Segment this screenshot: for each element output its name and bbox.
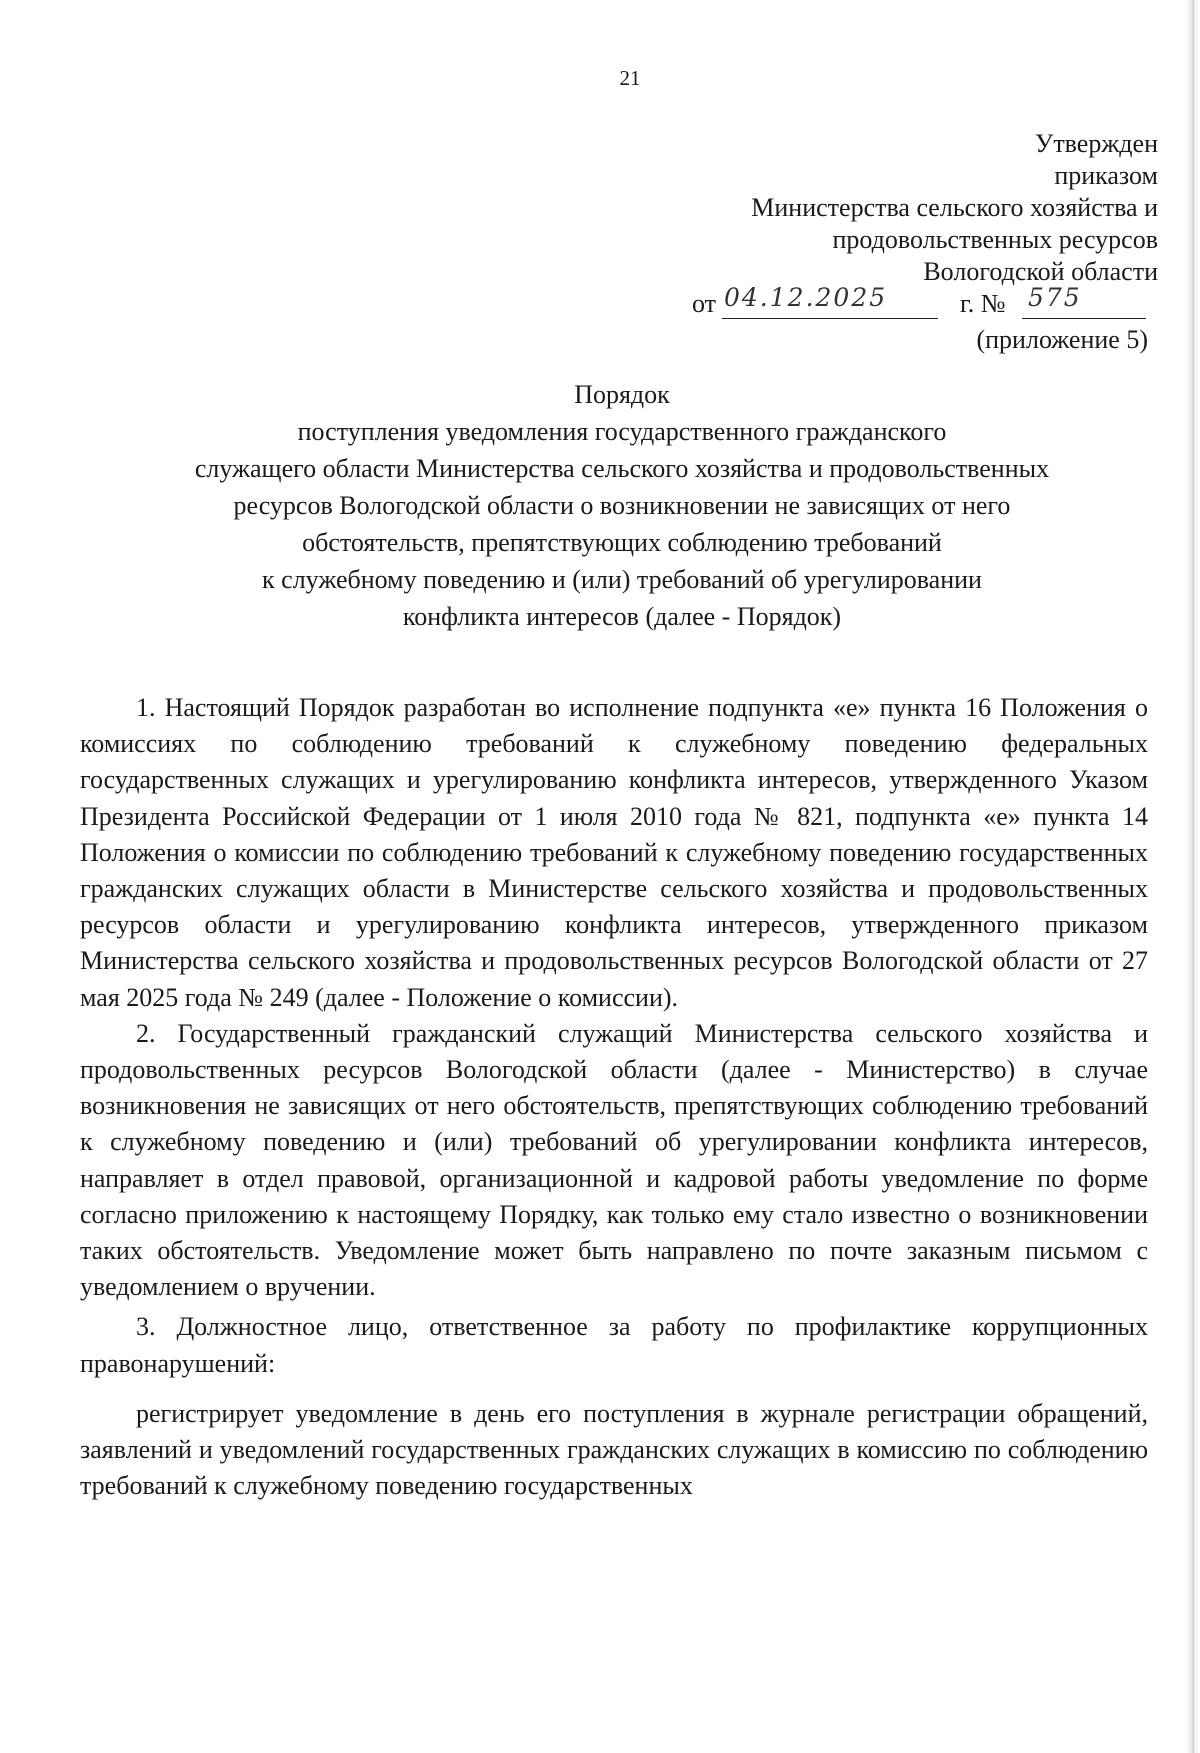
title-heading: Порядок bbox=[574, 380, 670, 409]
document-title bbox=[72, 376, 1172, 635]
approval-line: продовольственных ресурсов bbox=[832, 225, 1158, 254]
order-date-handwritten: 04.12.2025 bbox=[724, 283, 888, 312]
paragraph-3: 3. Должностное лицо, ответственное за работу по профилактике коррупционных правонарушений: bbox=[80, 1312, 1148, 1378]
paragraph-3-subitem: регистрирует уведомление в день его поступления в журнале регистрации обращений, заявлений и уведомлений государственных гражданских служащих в комиссию по соблюдению требований к служебному поведению государственных bbox=[80, 1398, 1148, 1501]
title-line: к служебному поведению и (или) требований об урегулировании bbox=[262, 565, 982, 594]
title-line: служащего области Министерства сельского хозяйства и продовольственных bbox=[194, 454, 1050, 483]
title-line: обстоятельств, препятствующих соблюдению требований bbox=[302, 528, 942, 557]
order-date-field bbox=[722, 283, 938, 319]
title-line: конфликта интересов (далее - Порядок) bbox=[402, 602, 842, 631]
approval-line: приказом bbox=[1054, 161, 1158, 190]
title-line: поступления уведомления государственного гражданского bbox=[297, 417, 947, 446]
order-number-field bbox=[1022, 283, 1146, 319]
approval-block bbox=[618, 128, 1158, 322]
approval-line: Министерства сельского хозяйства и bbox=[751, 193, 1158, 222]
paragraph-1: 1. Настоящий Порядок разработан во исполнение подпункта «е» пункта 16 Положения о комиссиях по соблюдению требований к служебному поведению федеральных государственных служащих и урегулированию конфликта интересов, утвержденного Указом Президента Российской Федерации от 1 июля 2010 года № 821, подпункта «е» пункта 14 Положения о комиссии по соблюдению требований к служебному поведению государственных гражданских служащих области в Министерстве сельского хозяйства и продовольственных ресурсов области и урегулированию конфликта интересов, утвержденного приказом Министерства сельского хозяйства и продовольственных ресурсов Вологодской области от 27 мая 2025 года № 249 (далее - Положение о комиссии). bbox=[80, 693, 1148, 1012]
appendix-label: (приложение 5) bbox=[976, 325, 1148, 354]
from-label: от bbox=[692, 289, 717, 318]
document-body bbox=[80, 690, 1148, 1504]
approval-line: Утвержден bbox=[1034, 129, 1158, 158]
page-number: 21 bbox=[619, 66, 641, 90]
approval-line: Вологодской области bbox=[923, 257, 1158, 286]
page-edge bbox=[1186, 0, 1200, 1753]
title-line: ресурсов Вологодской области о возникновении не зависящих от него bbox=[233, 491, 1011, 520]
paragraph-2: 2. Государственный гражданский служащий Министерства сельского хозяйства и продовольственных ресурсов Вологодской области (далее - Министерство) в случае возникновения не зависящих от него обстоятельств, препятствующих соблюдению требований к служебному поведению и (или) требований об урегулировании конфликта интересов, направляет в отдел правовой, организационной и кадровой работы уведомление по форме согласно приложению к настоящему Порядку, как только ему стало известно о возникновении таких обстоятельств. Уведомление может быть направлено по почте заказным письмом с уведомлением о вручении. bbox=[80, 1018, 1148, 1302]
order-number-handwritten: 575 bbox=[1028, 283, 1082, 312]
year-number-label: г. № bbox=[960, 289, 1006, 318]
order-date-number-line bbox=[618, 283, 1158, 322]
